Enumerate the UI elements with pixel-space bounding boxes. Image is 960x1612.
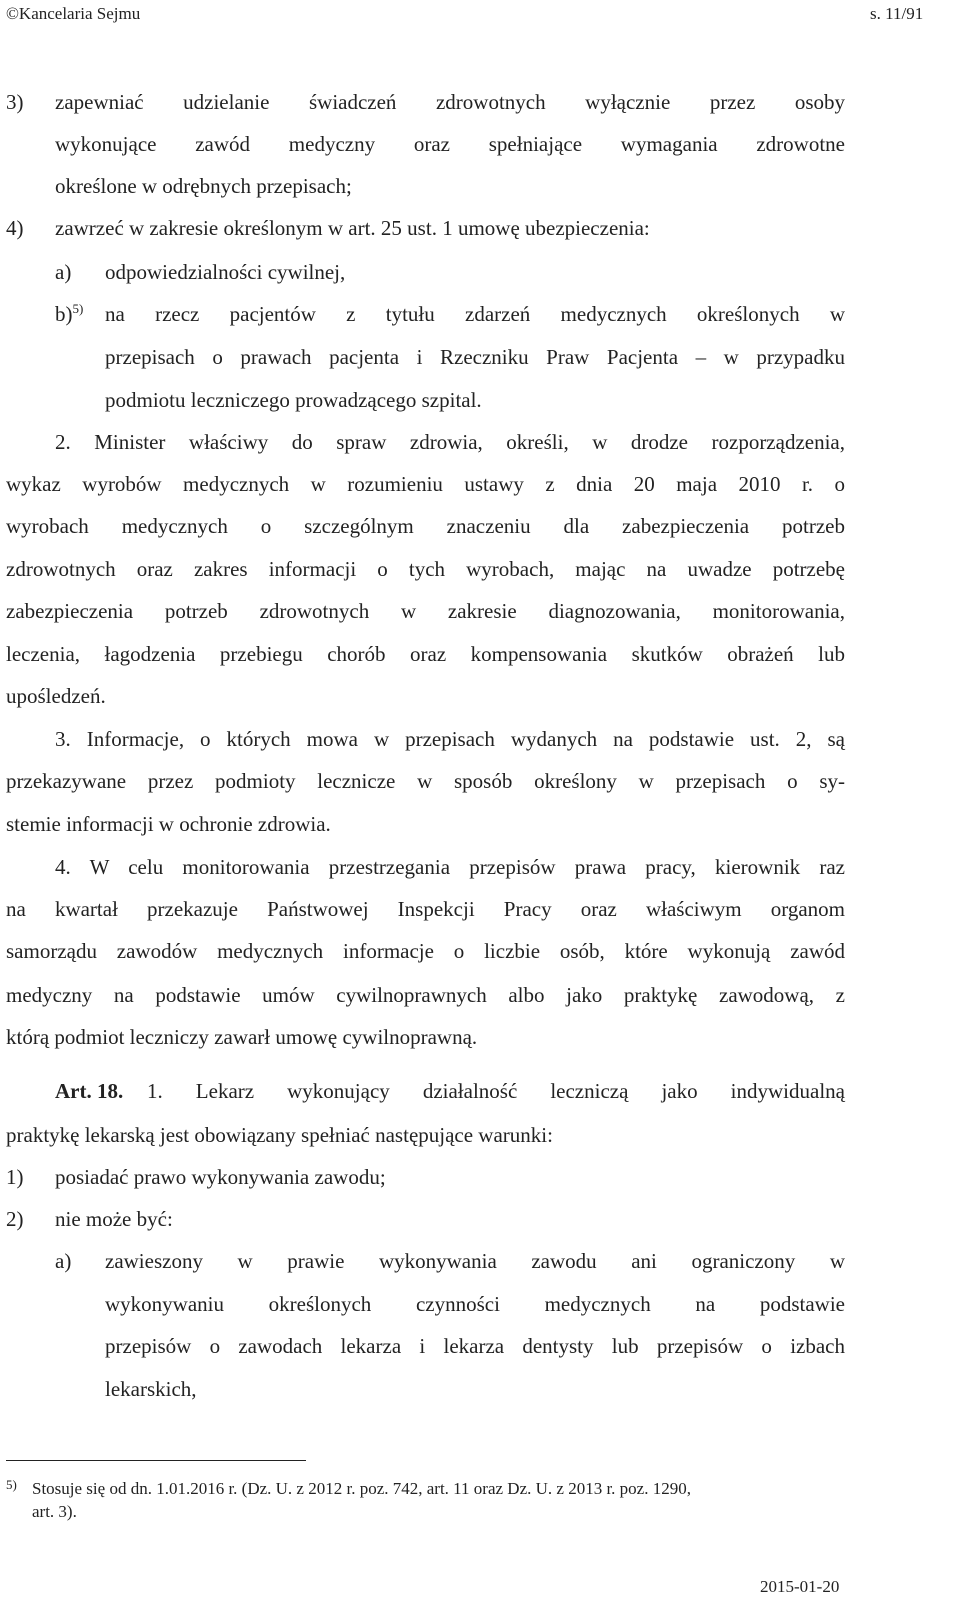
art-item-2a-line-4: lekarskich, [105, 1377, 197, 1401]
article-18-line-2: praktykę lekarską jest obowiązany spełniać następujące warunki: [6, 1123, 553, 1147]
footnote-line-2: art. 3). [32, 1502, 77, 1521]
item-3-line-2: wykonujące zawód medyczny oraz spełniające wymagania zdrowotne [55, 132, 845, 156]
ust-2-line-3: wyrobach medycznych o szczególnym znaczeniu dla zabezpieczenia potrzeb [6, 514, 845, 538]
footnote-ref: 5) [72, 301, 84, 316]
ust-2-line-4: zdrowotnych oraz zakres informacji o tych wyrobach, mając na uwadze potrzebę [6, 557, 845, 581]
item-4b-line-2: przepisach o prawach pacjenta i Rzeczniku Praw Pacjenta – w przypadku [105, 345, 845, 369]
header-copyright: ©Kancelaria Sejmu [6, 4, 141, 23]
item-3-line-3: określone w odrębnych przepisach; [55, 174, 352, 198]
art-item-2-text: nie może być: [55, 1207, 173, 1231]
ust-3-line-1: 3. Informacje, o których mowa w przepisach wydanych na podstawie ust. 2, są [55, 727, 845, 751]
ust-4-line-4: medyczny na podstawie umów cywilnoprawnych albo jako praktykę zawodową, z [6, 983, 845, 1007]
ust-2-line-2: wykaz wyrobów medycznych w rozumieniu ustawy z dnia 20 maja 2010 r. o [6, 472, 845, 496]
article-18-label: Art. 18. [55, 1079, 124, 1103]
art-item-2a-line-2: wykonywaniu określonych czynności medycznych na podstawie [105, 1292, 845, 1316]
ust-2-line-1: 2. Minister właściwy do spraw zdrowia, określi, w drodze rozporządzenia, [55, 430, 845, 454]
item-4b-label [55, 301, 84, 326]
footnote-separator [6, 1460, 306, 1461]
ust-2-line-7: upośledzeń. [6, 684, 106, 708]
ust-4-line-1: 4. W celu monitorowania przestrzegania przepisów prawa pracy, kierownik raz [55, 855, 845, 879]
item-4-label: 4) [6, 216, 24, 240]
footer-date: 2015-01-20 [760, 1577, 840, 1596]
art-item-2-label: 2) [6, 1207, 24, 1231]
footnote-line-1: Stosuje się od dn. 1.01.2016 r. (Dz. U. z 2012 r. poz. 742, art. 11 oraz Dz. U. z 2013 r. poz. 1290, [32, 1479, 691, 1498]
art-item-1-text: posiadać prawo wykonywania zawodu; [55, 1165, 386, 1189]
art-item-2a-label: a) [55, 1249, 72, 1273]
item-3-line-1: zapewniać udzielanie świadczeń zdrowotnych wyłącznie przez osoby [55, 90, 845, 114]
item-4b-line-3: podmiotu leczniczego prowadzącego szpital. [105, 388, 482, 412]
item-4a-text: odpowiedzialności cywilnej, [105, 260, 346, 284]
ust-3-line-2: przekazywane przez podmioty lecznicze w sposób określony w przepisach o sy- [6, 769, 845, 793]
footnote-label: 5) [6, 1477, 17, 1492]
art-item-1-label: 1) [6, 1165, 24, 1189]
ust-4-line-2: na kwartał przekazuje Państwowej Inspekcji Pracy oraz właściwym organom [6, 897, 845, 921]
item-4b-letter: b) [55, 302, 73, 326]
item-4b-line-1: na rzecz pacjentów z tytułu zdarzeń medycznych określonych w [105, 302, 845, 326]
ust-2-line-5: zabezpieczenia potrzeb zdrowotnych w zakresie diagnozowania, monitorowania, [6, 599, 845, 623]
item-4a-label: a) [55, 260, 72, 284]
ust-2-line-6: leczenia, łagodzenia przebiegu chorób oraz kompensowania skutków obrażeń lub [6, 642, 845, 666]
page-number: s. 11/91 [870, 4, 924, 23]
item-4-line-1: zawrzeć w zakresie określonym w art. 25 ust. 1 umowę ubezpieczenia: [55, 216, 650, 240]
item-3-label: 3) [6, 90, 24, 114]
ust-4-line-5: którą podmiot leczniczy zawarł umowę cywilnoprawną. [6, 1025, 478, 1049]
ust-4-line-3: samorządu zawodów medycznych informacje o liczbie osób, które wykonują zawód [6, 939, 845, 963]
art-item-2a-line-3: przepisów o zawodach lekarza i lekarza dentysty lub przepisów o izbach [105, 1334, 845, 1358]
article-18-line-1: 1. Lekarz wykonujący działalność leczniczą jako indywidualną [147, 1079, 845, 1103]
art-item-2a-line-1: zawieszony w prawie wykonywania zawodu ani ograniczony w [105, 1249, 845, 1273]
ust-3-line-3: stemie informacji w ochronie zdrowia. [6, 812, 331, 836]
